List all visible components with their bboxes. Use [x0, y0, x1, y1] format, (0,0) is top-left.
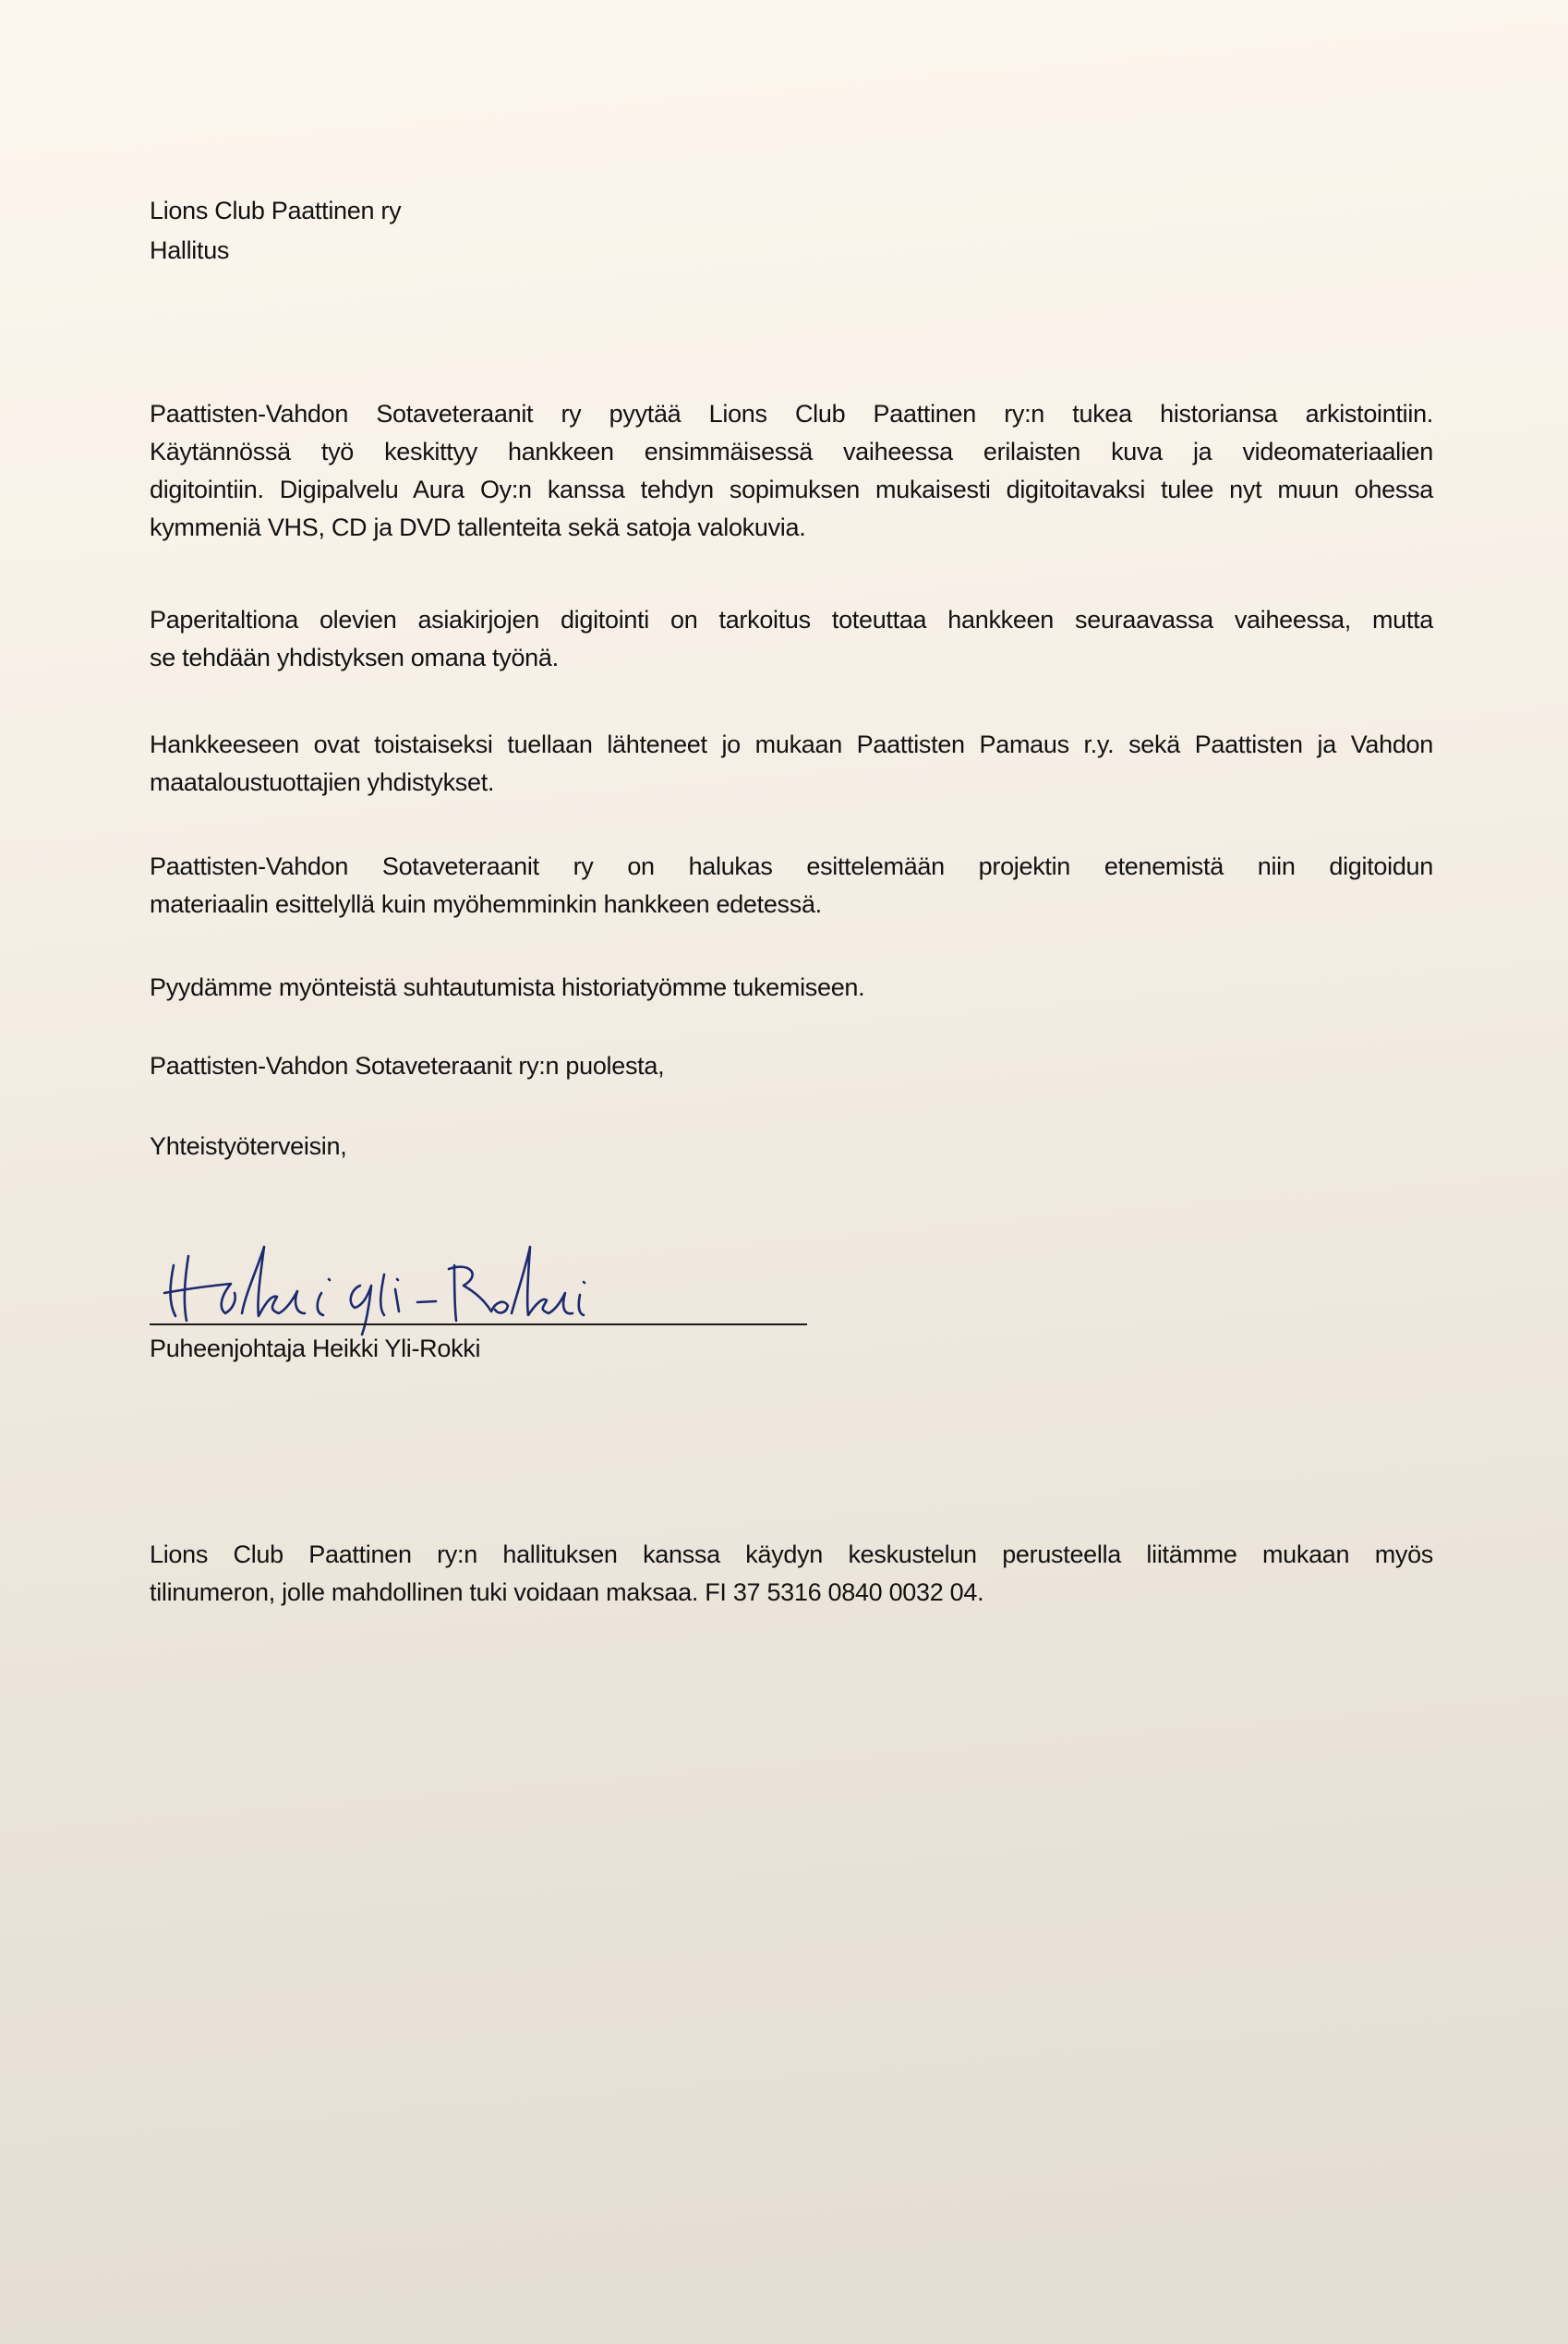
request-line: Pyydämme myönteistä suhtautumista historiatyömme tukemiseen. [150, 973, 865, 1001]
signature-stroke [449, 1247, 585, 1321]
closing-line: Yhteistyöterveisin, [150, 1132, 347, 1160]
signature-stroke [242, 1247, 305, 1316]
paragraph-3-line: Hankkeeseen ovat toistaiseksi tuellaan lähteneet jo mukaan Paattisten Pamaus r.y. sekä Paattisten ja Vahdon [150, 731, 1433, 758]
paragraph-1-line: kymmeniä VHS, CD ja DVD tallenteita sekä satoja valokuvia. [150, 514, 806, 541]
signatory-caption: Puheenjohtaja Heikki Yli-Rokki [150, 1335, 481, 1362]
postscript-line: tilinumeron, jolle mahdollinen tuki voidaan maksaa. FI 37 5316 0840 0032 04. [150, 1578, 984, 1606]
recipient-dept: Hallitus [150, 236, 230, 264]
on-behalf-line: Paattisten-Vahdon Sotaveteraanit ry:n puolesta, [150, 1052, 665, 1080]
paragraph-1-line: Paattisten-Vahdon Sotaveteraanit ry pyytää Lions Club Paattinen ry:n tukea historiansa arkistointiin. [150, 400, 1433, 428]
paragraph-4-line: Paattisten-Vahdon Sotaveteraanit ry on halukas esittelemään projektin etenemistä niin digitoidun [150, 852, 1433, 880]
paragraph-1-line: Käytännössä työ keskittyy hankkeen ensimmäisessä vaiheessa erilaisten kuva ja videomateriaalien [150, 438, 1433, 465]
signature-stroke [164, 1256, 235, 1321]
handwritten-signature [157, 1228, 637, 1339]
recipient-org: Lions Club Paattinen ry [150, 197, 402, 224]
paragraph-1-line: digitointiin. Digipalvelu Aura Oy:n kanssa tehdyn sopimuksen mukaisesti digitoitavaksi tulee nyt muun ohessa [150, 476, 1433, 503]
paragraph-2-line: se tehdään yhdistyksen omana työnä. [150, 644, 559, 671]
signature-stroke [351, 1275, 399, 1335]
paragraph-2-line: Paperitaltiona olevien asiakirjojen digitointi on tarkoitus toteuttaa hankkeen seuraavassa vaiheessa, mutta [150, 606, 1433, 634]
signature-stroke [417, 1301, 436, 1302]
paragraph-4-line: materiaalin esittelyllä kuin myöhemminkin hankkeen edetessä. [150, 890, 822, 918]
postscript-line: Lions Club Paattinen ry:n hallituksen kanssa käydyn keskustelun perusteella liitämme mukaan myös [150, 1541, 1433, 1568]
signature-stroke [318, 1279, 330, 1315]
paragraph-3-line: maataloustuottajien yhdistykset. [150, 768, 495, 796]
signature-line [150, 1323, 807, 1325]
